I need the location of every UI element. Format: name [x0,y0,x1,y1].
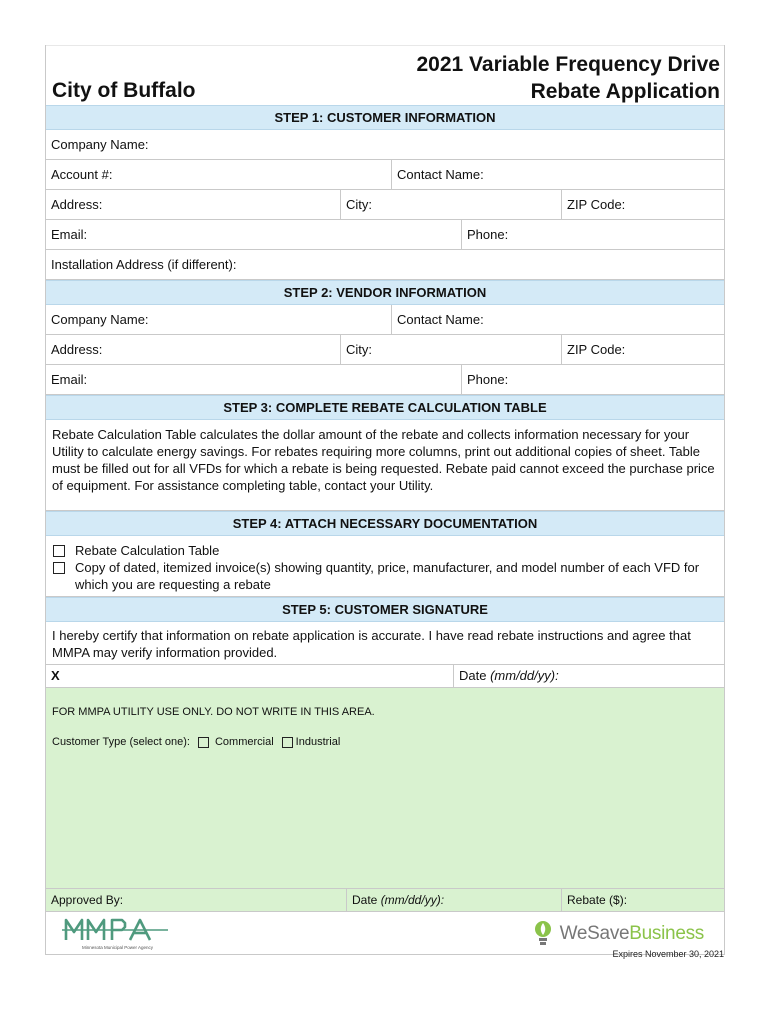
customer-email-field[interactable]: Email: [51,227,88,242]
checkbox[interactable] [53,562,65,574]
customer-installation-row [46,250,724,280]
customer-contact-name-field[interactable]: Contact Name: [391,160,724,189]
checklist-item [52,559,718,593]
customer-type-row [52,736,340,748]
step4-checklist [46,536,724,597]
customer-address-field[interactable]: Address: [51,197,103,212]
expiration-notice: Expires November 30, 2021 [612,949,724,959]
customer-account-row [46,160,724,190]
vendor-phone-field[interactable]: Phone: [461,365,724,394]
date-label: Date [459,668,491,683]
city-name: City of Buffalo [52,79,196,102]
customer-city-field[interactable]: City: [340,190,561,219]
checklist-item-label: Copy of dated, itemized invoice(s) showing quantity, price, manufacturer, and model number of each VFD for which you are requesting a rebate [75,560,700,592]
signature-field[interactable]: X [51,668,60,683]
vendor-zip-field[interactable]: ZIP Code: [561,335,724,364]
vendor-company-row [46,305,724,335]
customer-address-row [46,190,724,220]
step3-header: STEP 3: COMPLETE REBATE CALCULATION TABLE [46,395,724,420]
approved-by-field[interactable]: Approved By: [51,893,124,907]
industrial-label: Industrial [295,736,341,748]
form-title-line1: 2021 Variable Frequency Drive [416,53,720,76]
date-label: Date [352,893,381,907]
customer-email-row [46,220,724,250]
commercial-label: Commercial [214,736,274,748]
installation-address-field[interactable]: Installation Address (if different): [51,257,237,272]
vendor-address-row [46,335,724,365]
step2-header: STEP 2: VENDOR INFORMATION [46,280,724,305]
customer-zip-field[interactable]: ZIP Code: [561,190,724,219]
customer-company-name-field[interactable]: Company Name: [51,137,149,152]
industrial-checkbox[interactable] [282,737,293,748]
form-title [416,51,720,105]
customer-account-field[interactable]: Account #: [51,167,113,182]
certification-text: I hereby certify that information on rebate application is accurate. I have read rebate instructions and agree that MMPA may verify information provided. [46,622,724,665]
rebate-form [45,45,725,955]
wesavebusiness-logo [534,920,704,948]
signature-row [46,665,724,688]
customer-phone-field[interactable]: Phone: [461,220,724,249]
checkbox[interactable] [53,545,65,557]
date-format: (mm/dd/yy): [380,893,445,907]
step1-header: STEP 1: CUSTOMER INFORMATION [46,105,724,130]
checklist-item-label: Rebate Calculation Table [75,543,220,558]
utility-note: FOR MMPA UTILITY USE ONLY. DO NOT WRITE IN THIS AREA. [52,706,375,718]
form-title-line2: Rebate Application [530,80,720,103]
signature-date-field[interactable] [453,665,724,687]
step5-header: STEP 5: CUSTOMER SIGNATURE [46,597,724,622]
mmpa-logo [62,914,172,957]
customer-company-row [46,130,724,160]
vendor-company-name-field[interactable]: Company Name: [51,312,149,327]
step3-instructions: Rebate Calculation Table calculates the dollar amount of the rebate and collects information necessary for your Utility to calculate energy savings. For rebates requiring more columns, print out additional copies of sheet. Table must be filled out for all VFDs for which a rebate is being requested. Rebate paid cannot exceed the purchase price of equipment. For assistance completing table, contact your Utility. [46,420,724,511]
wesavebusiness-text: WeSaveBusiness [559,923,704,944]
vendor-email-field[interactable]: Email: [51,372,88,387]
approval-date-field[interactable] [346,889,561,911]
step4-header: STEP 4: ATTACH NECESSARY DOCUMENTATION [46,511,724,536]
form-header [46,45,724,105]
vendor-city-field[interactable]: City: [340,335,561,364]
vendor-address-field[interactable]: Address: [51,342,103,357]
checklist-item [52,542,718,559]
utility-use-area [46,688,724,889]
mmpa-subtitle: Minnesota Municipal Power Agency [82,945,154,950]
commercial-checkbox[interactable] [198,737,209,748]
customer-type-label: Customer Type (select one): [52,736,190,748]
lightbulb-icon [534,920,552,948]
vendor-contact-name-field[interactable]: Contact Name: [391,305,724,334]
approval-row [46,889,724,912]
vendor-email-row [46,365,724,395]
date-format: (mm/dd/yy): [490,668,559,683]
rebate-amount-field[interactable]: Rebate ($): [561,889,724,911]
